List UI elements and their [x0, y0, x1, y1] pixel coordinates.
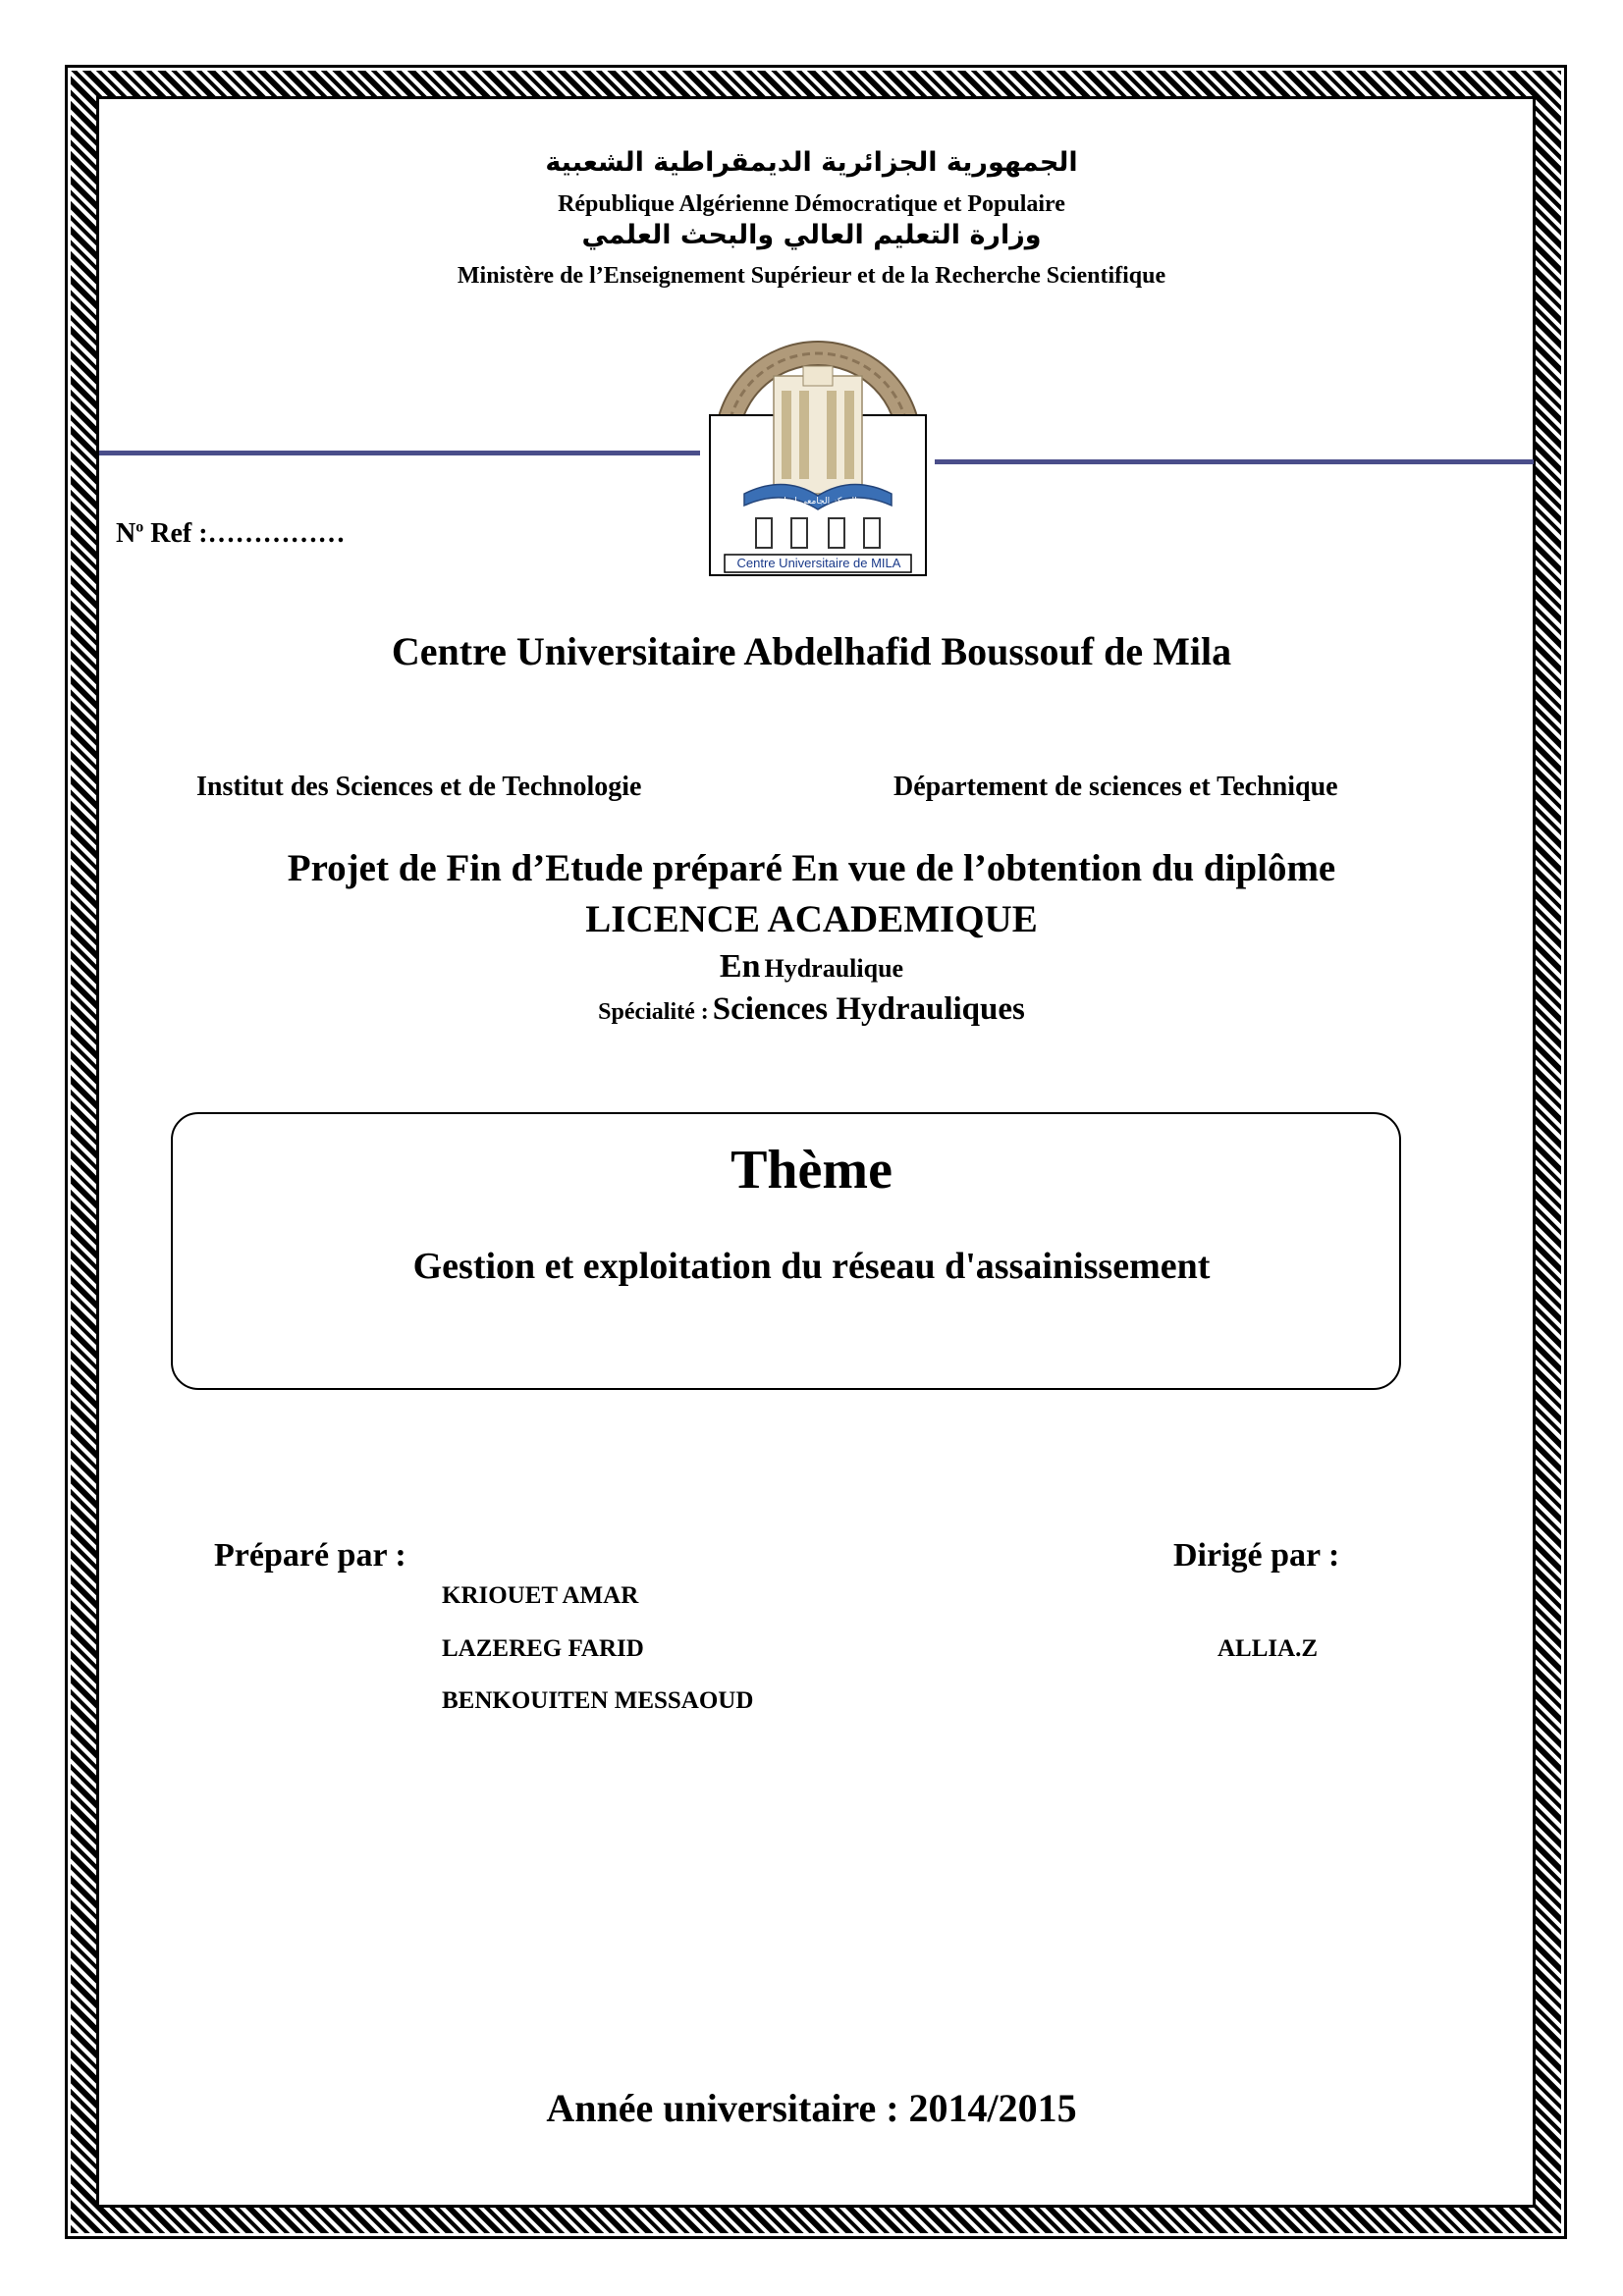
author-name: LAZEREG FARID [442, 1635, 644, 1662]
diploma-specialty: Spécialité : Sciences Hydrauliques [598, 991, 1025, 1027]
university-name: Centre Universitaire Abdelhafid Boussouf de Mila [391, 629, 1232, 673]
author-name: BENKOUITEN MESSAOUD [442, 1687, 754, 1714]
header-line-left [99, 451, 700, 455]
university-logo [705, 337, 931, 580]
header-line-right [935, 459, 1534, 464]
republic-text: République Algérienne Démocratique et Populaire [558, 191, 1065, 217]
diploma-field: En Hydraulique [719, 948, 904, 985]
theme-title: Gestion et exploitation du réseau d'assainissement [412, 1246, 1211, 1287]
logo-arabic-text: المركز الجامعي لميلة [779, 497, 857, 507]
supervisor-name: ALLIA.Z [1217, 1635, 1319, 1662]
arabic-republic: ﺍﻟﺠﻤﻬﻮﺭﻳﺔ ﺍﻟﺠﺰﺍﺋﺮﻳﺔ ﺍﻟﺪﻳﻤﻘﺮﺍﻃﻴﺔ ﺍﻟﺸﻌﺒﻴﺔ [545, 147, 1078, 178]
academic-year: Année universitaire : 2014/2015 [546, 2086, 1077, 2130]
diploma-type: LICENCE ACADEMIQUE [585, 898, 1038, 940]
diploma-line: Projet de Fin d’Etude préparé En vue de l’obtention du diplôme [287, 847, 1336, 889]
theme-heading: Thème [730, 1140, 893, 1201]
ministry-text: Ministère de l’Enseignement Supérieur et de la Recherche Scientifique [457, 263, 1166, 289]
arabic-ministry: ﻭﺯﺍﺭﺓ ﺍﻟﺘﻌﻠﻴﻢ ﺍﻟﻌﺎﻟﻲ ﻭﺍﻟﺒﺤﺚ ﺍﻟﻌﻠﻤﻲ [581, 220, 1042, 250]
department-name: Département de sciences et Technique [893, 772, 1338, 802]
logo-caption: Centre Universitaire de MILA [736, 556, 901, 570]
author-name: KRIOUET AMAR [442, 1582, 639, 1609]
reference-field: $N^o$ Ref :…………… [116, 518, 346, 549]
directed-by-label: Dirigé par : [1173, 1537, 1340, 1574]
prepared-by-label: Préparé par : [214, 1537, 406, 1574]
institute-name: Institut des Sciences et de Technologie [196, 772, 642, 802]
